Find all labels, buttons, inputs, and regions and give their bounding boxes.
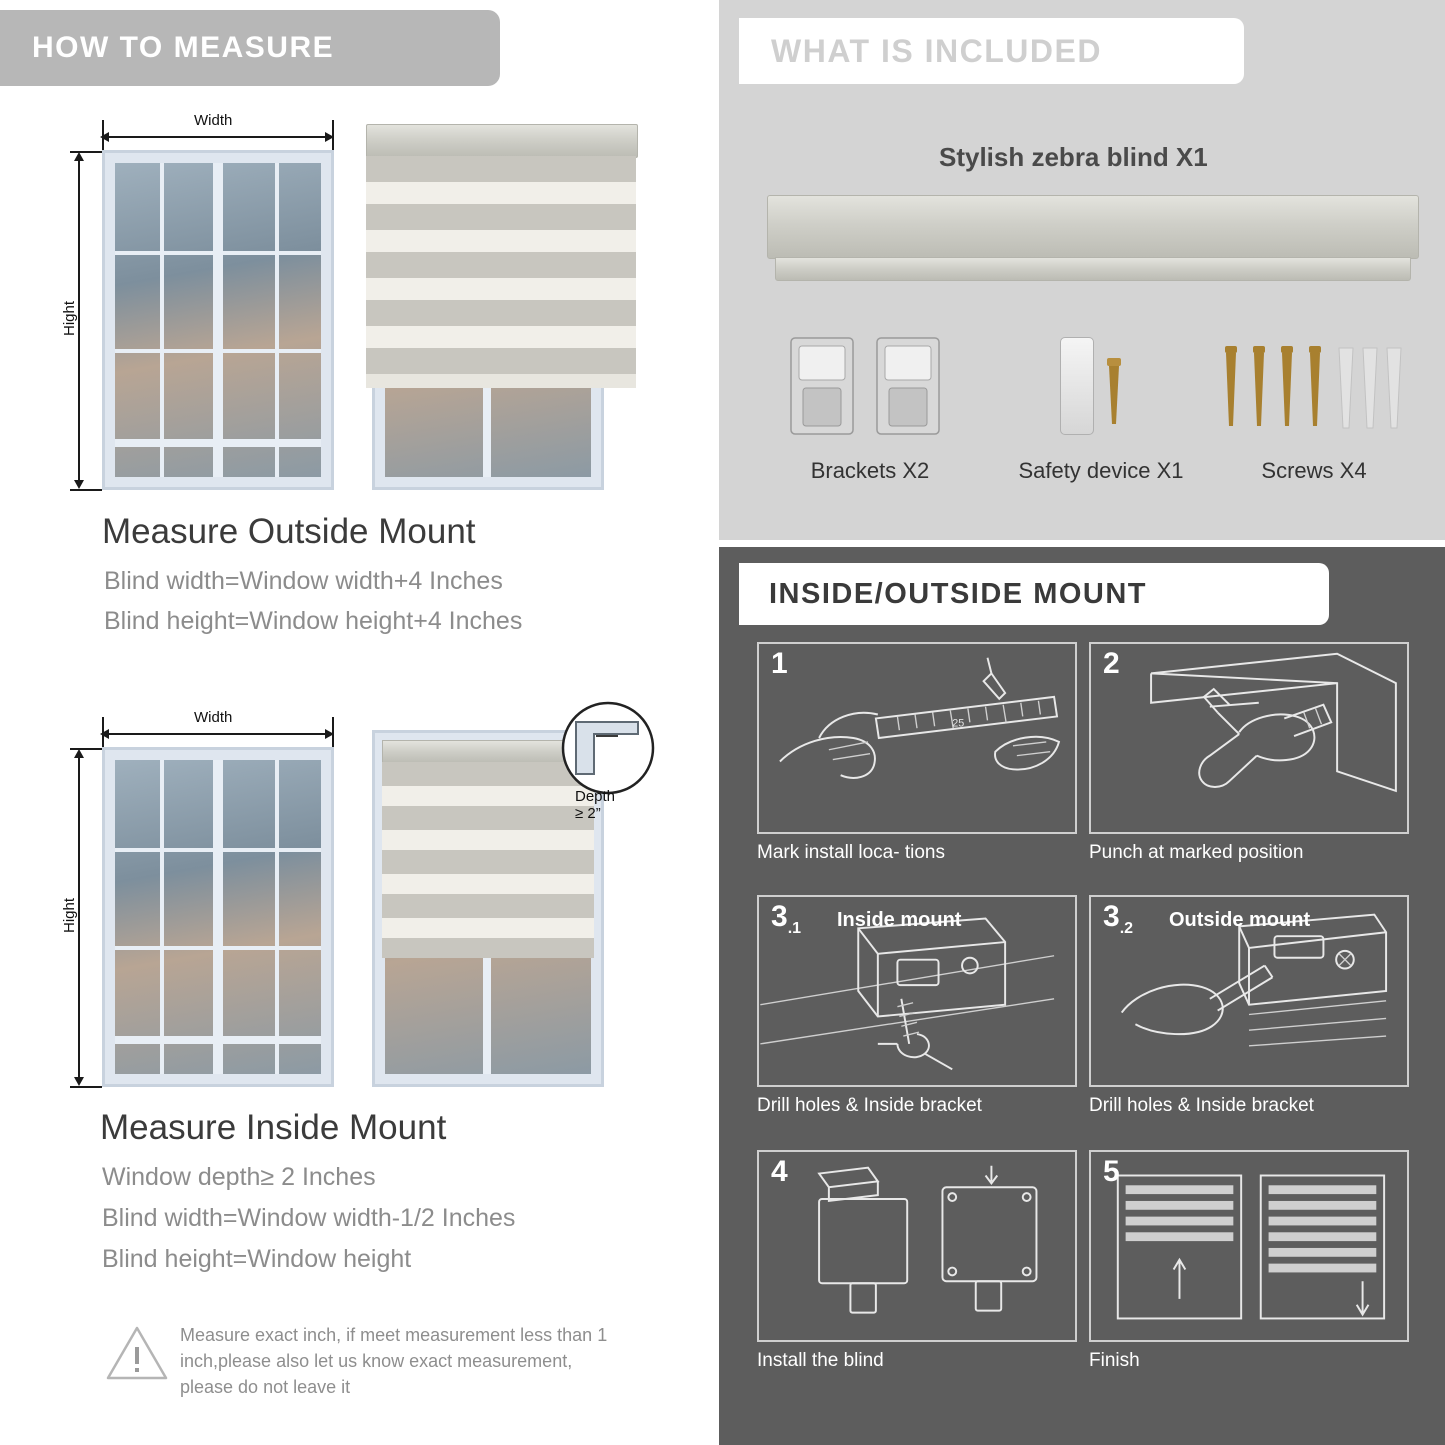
inside-width-tick-right [332,717,334,747]
step-1-box [757,642,1077,834]
inside-window-rail-2 [115,946,321,950]
screw-icon [1217,340,1407,440]
step-3-1-title: Inside mount [837,909,962,931]
what-is-included-banner: WHAT IS INCLUDED [739,18,1244,84]
safety-device-label: Safety device X1 [1018,458,1184,483]
svg-text:25: 25 [952,717,965,730]
outside-height-arrow-up [74,152,84,161]
step-3-1-caption: Drill holes & Inside bracket [757,1095,982,1116]
product-blind-body [767,195,1419,259]
step-3-2-number: $3_{.2}$ [1103,900,1134,937]
step-3-2-caption: Drill holes & Inside bracket [1089,1095,1314,1116]
step-5-caption: Finish [1089,1350,1140,1371]
inside-height-arrow-up [74,749,84,758]
inside-height-label: Hight [61,897,79,934]
inside-outside-mount-panel [719,547,1445,1445]
outside-blind-headrail [366,124,638,158]
outside-mount-line-2: Blind height=Window height+4 Inches [104,607,523,635]
outside-height-tick-bottom [70,489,102,491]
outside-width-tick-left [102,120,104,150]
inside-mount-line-1: Window depth≥ 2 Inches [102,1163,376,1191]
blind-install-icon [759,1152,1075,1340]
inside-height-dimension-line [78,757,80,1077]
inside-window-mullion-center [213,760,223,1074]
inside-width-label: Width [190,709,236,726]
outside-height-tick-top [70,151,102,153]
inside-window-rail-1 [115,848,321,852]
what-is-included-panel [719,0,1445,545]
inside-height-arrow-down [74,1077,84,1086]
step-5-number: 5 [1103,1155,1120,1188]
step-4-box [757,1150,1077,1342]
inside-window-mullion-b [275,760,279,1074]
step-4-number: 4 [771,1155,788,1188]
inside-window-mullion-a [160,760,164,1074]
outside-height-dimension-line [78,160,80,480]
outside-window-frame [102,150,334,490]
drill-icon [1091,644,1407,832]
bracket-label: Brackets X2 [810,458,930,483]
step-3-1-number: $3_{.1}$ [771,900,802,937]
depth-label: Depth ≥ 2” [575,788,616,822]
step-4-caption: Install the blind [757,1350,884,1371]
inside-mount-line-2: Blind width=Window width-1/2 Inches [102,1204,516,1232]
step-3-2-title: Outside mount [1169,909,1311,931]
warning-triangle-icon [104,1322,170,1384]
how-to-measure-banner: HOW TO MEASURE [0,10,500,86]
ruler-pencil-icon [759,644,1075,832]
outside-window-rail-2 [115,349,321,353]
inside-mount-line-3: Blind height=Window height [102,1245,412,1273]
outside-width-tick-right [332,120,334,150]
step-5-box [1089,1150,1409,1342]
outside-window-mullion-a [160,163,164,477]
outside-mount-line-1: Blind width=Window width+4 Inches [104,567,503,595]
outside-height-arrow-down [74,480,84,489]
panel-divider-vertical [712,0,719,1445]
step-1-caption: Mark install loca- tions [757,842,945,863]
inside-window-rail-3 [115,1036,321,1044]
inside-outside-mount-banner: INSIDE/OUTSIDE MOUNT [739,563,1329,625]
inside-width-tick-left [102,717,104,747]
step-2-box [1089,642,1409,834]
bracket-icon [785,330,955,450]
safety-device-icon [1060,337,1094,435]
product-blind-bottom-rail [775,257,1411,281]
inside-height-tick-bottom [70,1086,102,1088]
outside-window-rail-3 [115,439,321,447]
how-to-measure-panel [0,0,712,1445]
main-item-label: Stylish zebra blind X1 [939,142,1208,172]
safety-device-screw-icon [1099,352,1149,442]
panel-divider-horizontal [719,540,1445,547]
inside-mount-heading: Measure Inside Mount [100,1108,447,1147]
outside-width-dimension-line [103,136,333,138]
outside-mount-heading: Measure Outside Mount [102,512,476,551]
outside-window-mullion-center [213,163,223,477]
inside-height-tick-top [70,748,102,750]
step-2-number: 2 [1103,647,1120,680]
step-1-number: 1 [771,647,788,680]
screws-label: Screws X4 [1261,458,1367,483]
outside-height-label: Hight [61,300,79,337]
outside-zebra-blind [366,156,636,388]
step-2-caption: Punch at marked position [1089,842,1304,863]
outside-window-mullion-b [275,163,279,477]
inside-width-dimension-line [103,733,333,735]
inside-window-frame [102,747,334,1087]
measure-note: Measure exact inch, if meet measurement less than 1 inch,please also let us know exact measurement, please do not leave it [180,1325,608,1398]
finished-blind-icon [1091,1152,1407,1340]
outside-window-rail-1 [115,251,321,255]
outside-width-label: Width [190,112,236,129]
